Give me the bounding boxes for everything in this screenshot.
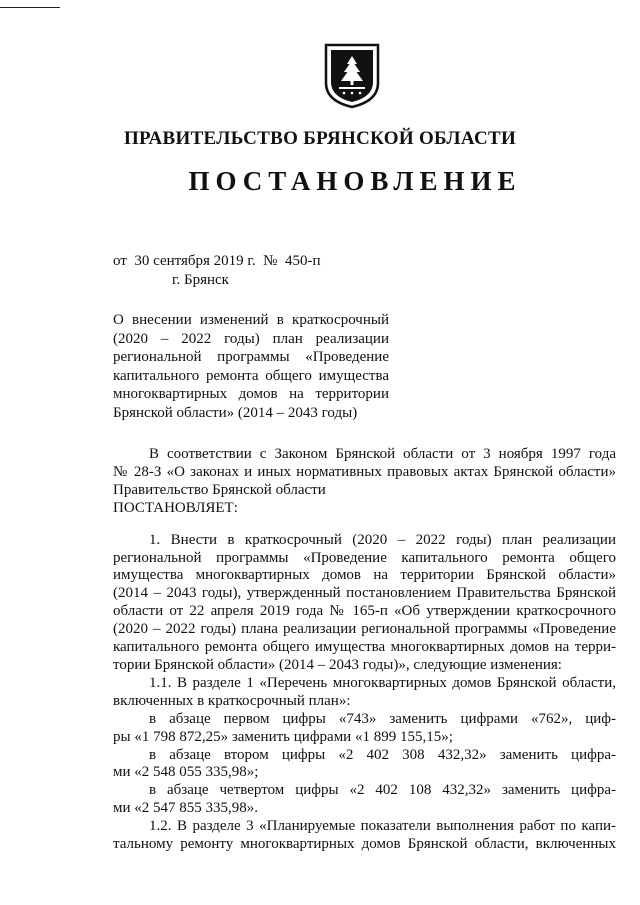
preamble-line: В соответствии с Законом Брянской области от 3 ноября 1997 года: [149, 446, 616, 462]
coat-of-arms-emblem: [324, 43, 380, 109]
body-line: региональной программы «Проведение капитального ремонта общего: [113, 549, 616, 566]
subject-line: региональной программы «Проведение: [113, 349, 389, 365]
body-line: в абзаце первом цифры «743» заменить цифрами «762», циф-: [149, 710, 616, 727]
subject-line: О внесении изменений в краткосрочный: [113, 312, 389, 328]
preamble-resolves: ПОСТАНОВЛЯЕТ:: [113, 499, 238, 516]
document-city: г. Брянск: [172, 272, 229, 288]
document-date-number: от 30 сентября 2019 г. № 450-п: [113, 253, 321, 269]
body-line: ры «1 798 872,25» заменить цифрами «1 899 155,15»;: [113, 728, 453, 745]
subject-line: Брянской области» (2014 – 2043 годы): [113, 404, 358, 421]
body-line: (2020 – 2022 годы) плана реализации региональной программы «Проведение: [113, 621, 616, 638]
body-line: (2014 – 2043 годы), утвержденный постановлением Правительства Брянской: [113, 585, 616, 602]
body-line: ми «2 548 055 335,98»;: [113, 764, 259, 781]
preamble-line: Правительство Брянской области: [113, 481, 326, 498]
preamble-line: № 28-З «О законах и иных нормативных правовых актах Брянской области»: [113, 463, 616, 480]
document-type-title: ПОСТАНОВЛЕНИЕ: [188, 166, 522, 196]
body-line: 1. Внести в краткосрочный (2020 – 2022 годы) план реализации: [149, 531, 616, 548]
body-line: ми «2 547 855 335,98».: [113, 800, 259, 817]
body-line: тории Брянской области» (2014 – 2043 годы)», следующие изменения:: [113, 656, 562, 673]
body-line: 1.1. В разделе 1 «Перечень многоквартирных домов Брянской области,: [149, 674, 616, 691]
body-line: области от 22 апреля 2019 года № 165-п «Об утверждении краткосрочного: [113, 603, 616, 620]
subject-line: капитального ремонта общего имущества: [113, 367, 389, 384]
body-line: 1.2. В разделе 3 «Планируемые показатели выполнения работ по капи-: [149, 818, 616, 835]
government-title: ПРАВИТЕЛЬСТВО БРЯНСКОЙ ОБЛАСТИ: [123, 128, 517, 149]
body-line: тальному ремонту многоквартирных домов Брянской области, включенных: [113, 836, 616, 853]
body-line: в абзаце втором цифры «2 402 308 432,32» заменить цифра-: [149, 746, 616, 763]
document-subject: [113, 311, 389, 422]
subject-line: (2020 – 2022 годы) план реализации: [113, 330, 389, 347]
body-line: в абзаце четвертом цифры «2 402 108 432,32» заменить цифра-: [149, 782, 616, 799]
document-body: [113, 446, 616, 854]
body-line: капитального ремонта общего имущества многоквартирных домов на терри-: [113, 639, 616, 656]
top-rule: [0, 7, 60, 8]
body-line: включенных в краткосрочный план»:: [113, 692, 351, 709]
body-line: имущества многоквартирных домов на территории Брянской области»: [113, 567, 616, 584]
subject-line: многоквартирных домов на территории: [113, 386, 389, 402]
